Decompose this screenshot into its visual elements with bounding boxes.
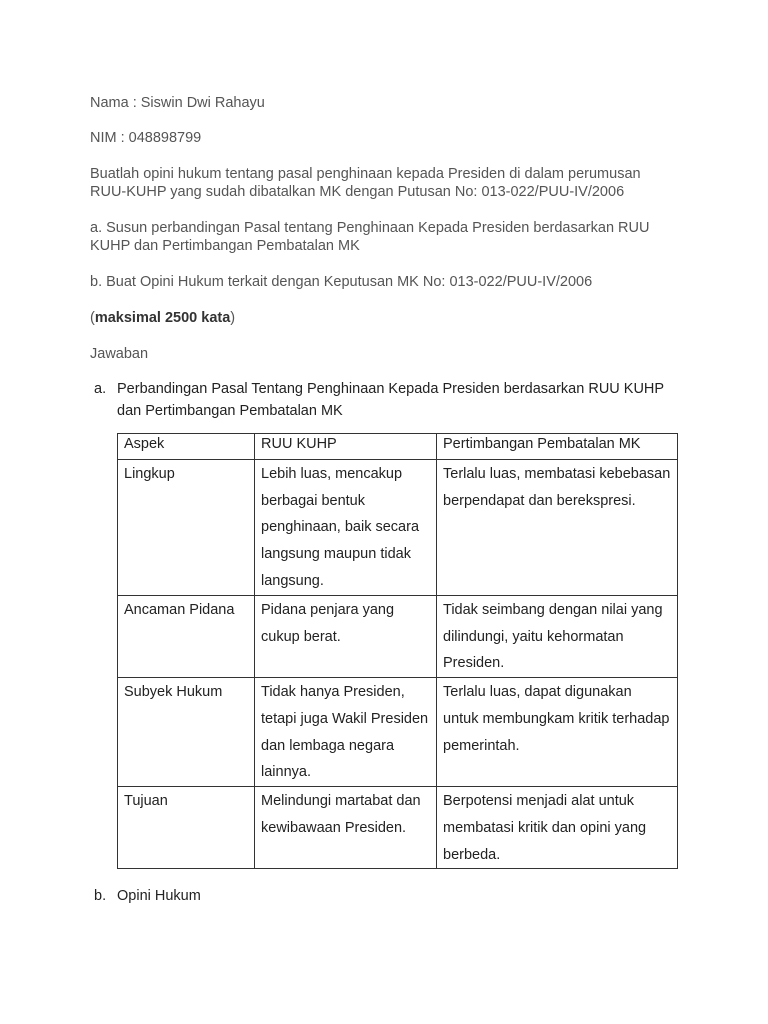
table-row — [118, 787, 678, 869]
word-limit-open: ( — [90, 310, 95, 326]
answer-item-a-text: Perbandingan Pasal Tentang Penghinaan Kepada Presiden berdasarkan RUU KUHP dan Pertimbangan Pembatalan MK — [117, 381, 664, 419]
answer-item-b-marker: b. — [94, 888, 107, 904]
table-cell: Ancaman Pidana — [118, 596, 255, 678]
table-cell: Terlalu luas, dapat digunakan untuk membungkam kritik terhadap pemerintah. — [437, 678, 678, 787]
table-header-cell: Aspek — [118, 434, 255, 460]
answer-item-b-text: Opini Hukum — [117, 888, 201, 904]
table-cell: Pidana penjara yang cukup berat. — [255, 596, 437, 678]
table-header-cell: RUU KUHP — [255, 434, 437, 460]
table-cell: Berpotensi menjadi alat untuk membatasi kritik dan opini yang berbeda. — [437, 787, 678, 869]
question-item-a: a. Susun perbandingan Pasal tentang Penghinaan Kepada Presiden berdasarkan RUU KUHP dan Pertimbangan Pembatalan MK — [90, 220, 650, 254]
table-cell: Tidak seimbang dengan nilai yang dilindungi, yaitu kehormatan Presiden. — [437, 596, 678, 678]
table-cell: Terlalu luas, membatasi kebebasan berpendapat dan berekspresi. — [437, 460, 678, 596]
comparison-table — [117, 433, 678, 869]
table-cell: Subyek Hukum — [118, 678, 255, 787]
table-row — [118, 596, 678, 678]
table-row — [118, 678, 678, 787]
answer-item-a-marker: a. — [94, 381, 107, 397]
table-header-cell: Pertimbangan Pembatalan MK — [437, 434, 678, 460]
table-cell: Lingkup — [118, 460, 255, 596]
word-limit-close: ) — [230, 310, 236, 326]
word-limit — [90, 309, 690, 327]
question-intro: Buatlah opini hukum tentang pasal penghinaan kepada Presiden di dalam perumusan RUU-KUHP yang sudah dibatalkan MK dengan Putusan No: 013-022/PUU-IV/2006 — [90, 166, 641, 200]
table-cell: Melindungi martabat dan kewibawaan Presiden. — [255, 787, 437, 869]
question-item-b: b. Buat Opini Hukum terkait dengan Keputusan MK No: 013-022/PUU-IV/2006 — [90, 274, 593, 290]
answer-heading: Jawaban — [90, 346, 149, 362]
student-nim: NIM : 048898799 — [90, 130, 202, 146]
table-cell: Tidak hanya Presiden, tetapi juga Wakil Presiden dan lembaga negara lainnya. — [255, 678, 437, 787]
table-row — [118, 460, 678, 596]
table-header-row — [118, 434, 678, 460]
word-limit-bold: maksimal 2500 kata — [94, 310, 231, 326]
student-name: Nama : Siswin Dwi Rahayu — [90, 95, 265, 111]
table-cell: Lebih luas, mencakup berbagai bentuk penghinaan, baik secara langsung maupun tidak langsung. — [255, 460, 437, 596]
table-cell: Tujuan — [118, 787, 255, 869]
